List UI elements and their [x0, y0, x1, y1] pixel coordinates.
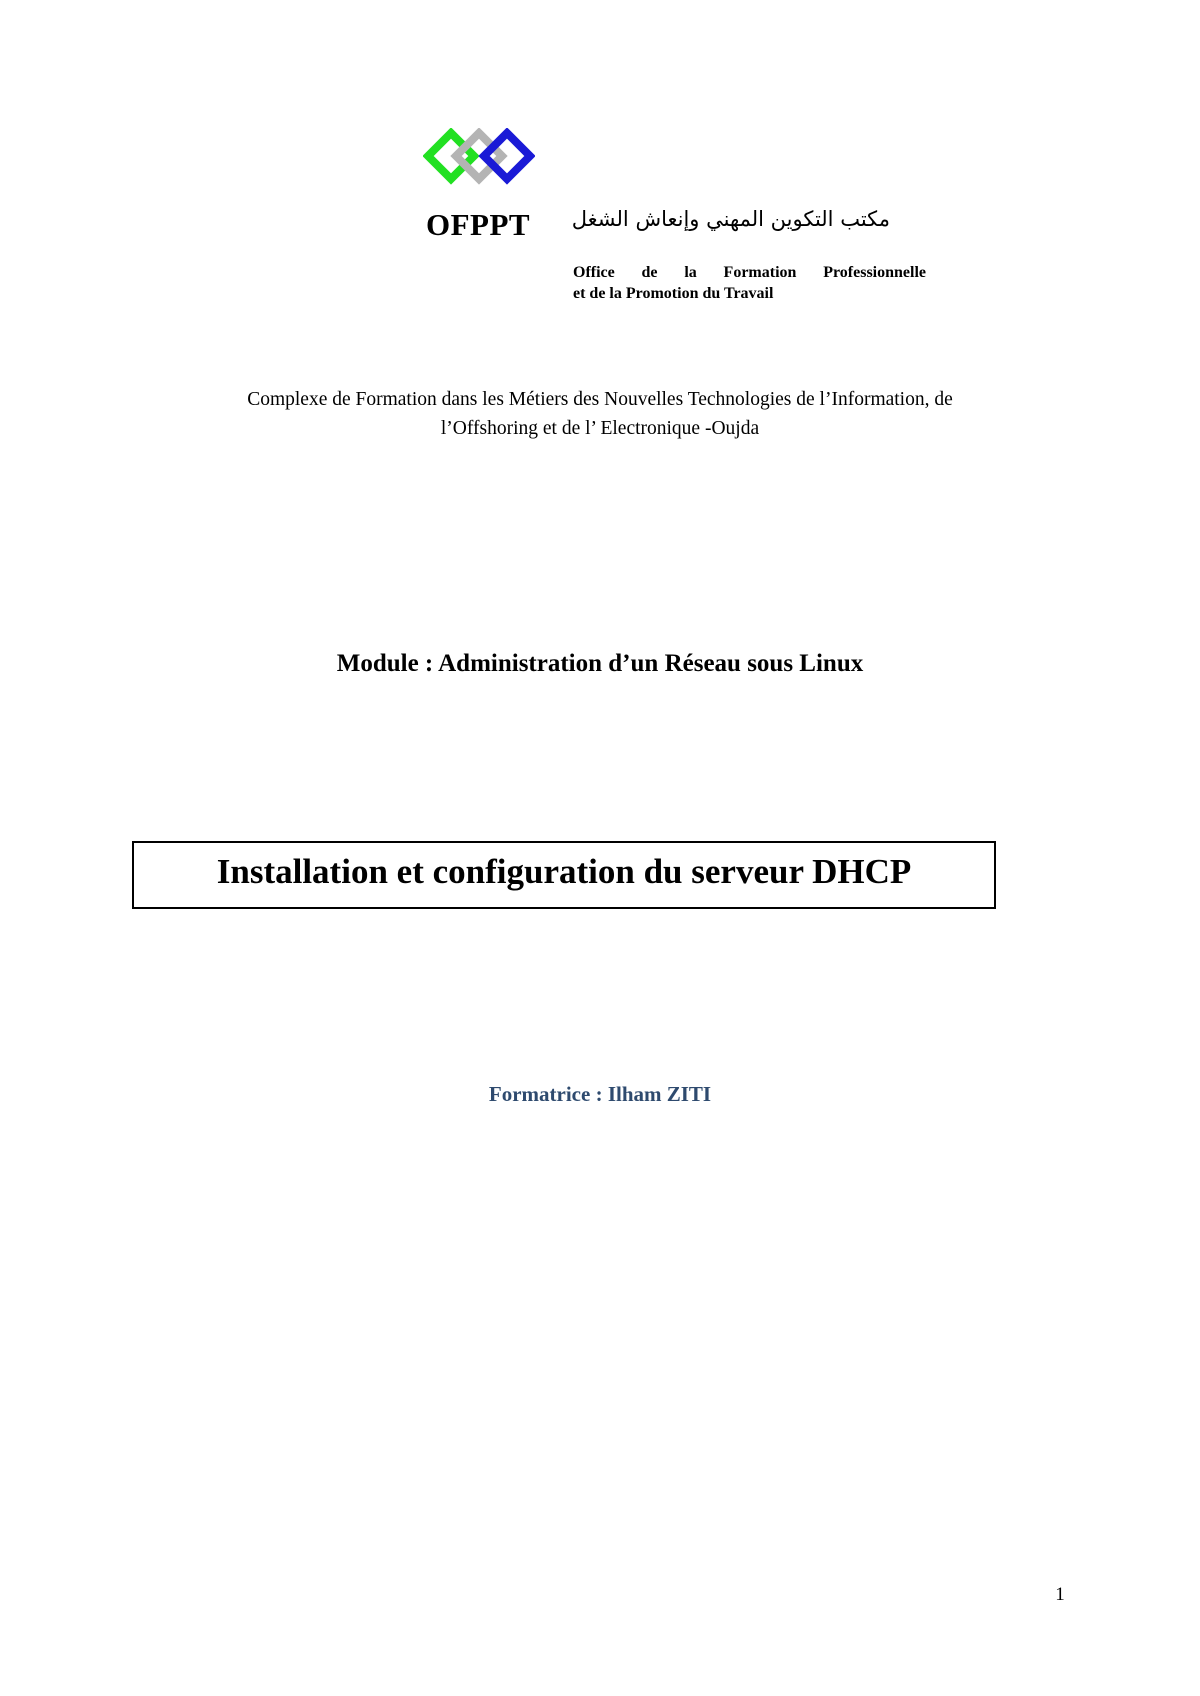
- document-title: Installation et configuration du serveur DHCP: [216, 852, 912, 891]
- trainer-name: Formatrice : Ilham ZITI: [488, 1082, 712, 1106]
- institution-name: [150, 385, 1050, 443]
- org-acronym: OFPPT: [426, 207, 531, 242]
- page-number: 1: [1055, 1584, 1065, 1605]
- institution-name-line2: l’Offshoring et de l’ Electronique -Oujda: [440, 418, 760, 439]
- document-title-box: [132, 841, 996, 909]
- module-title: Module : Administration d’un Réseau sous Linux: [336, 650, 864, 677]
- org-full-name-line2: et de la Promotion du Travail: [573, 285, 774, 302]
- ofppt-logo-icon: [423, 128, 535, 190]
- org-arabic-name: مكتب التكوين المهني وإنعاش الشغل: [571, 207, 890, 231]
- org-full-name: [573, 262, 926, 304]
- institution-name-line1: Complexe de Formation dans les Métiers des Nouvelles Technologies de l’Information, de: [247, 389, 953, 410]
- org-full-name-line1: Office de la Formation Professionnelle: [573, 264, 926, 281]
